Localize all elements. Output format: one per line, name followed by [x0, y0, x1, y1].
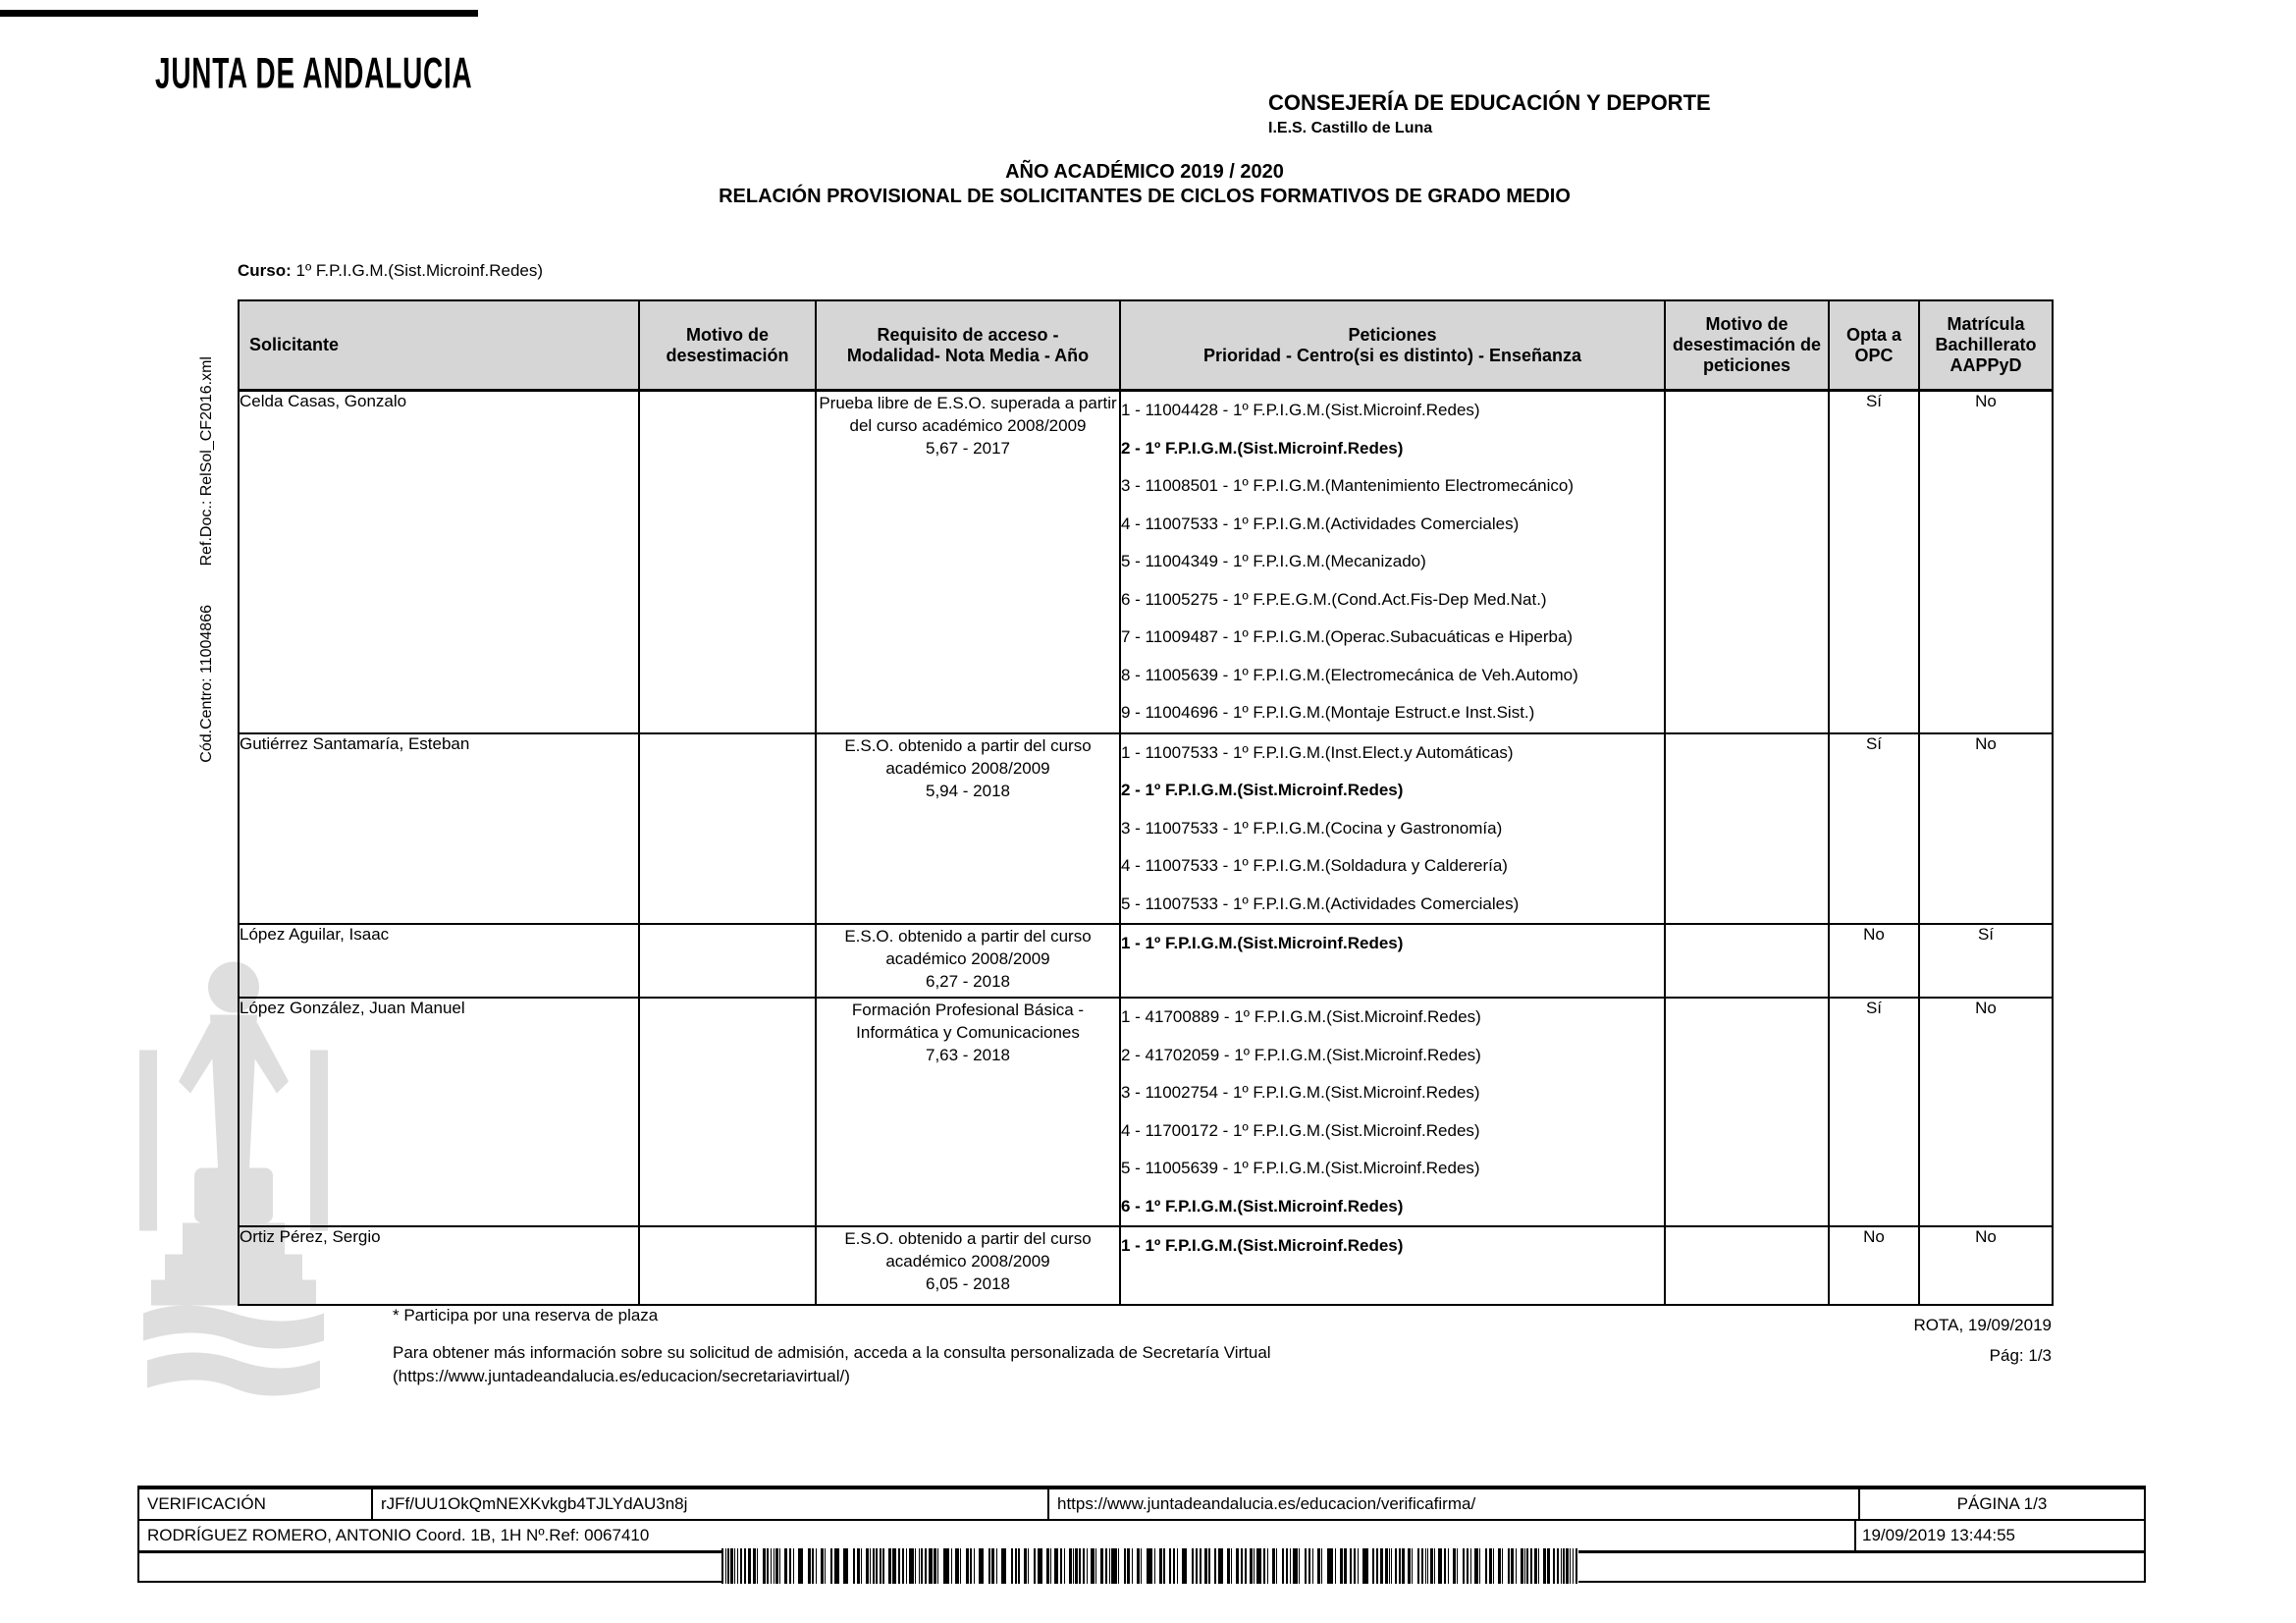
requisito-modalidad: Prueba libre de E.S.O. superada a partir del curso académico 2008/2009 — [819, 394, 1117, 435]
cell-peticiones — [1120, 391, 1665, 733]
peticion-line: 9 - 11004696 - 1º F.P.I.G.M.(Montaje Estruct.e Inst.Sist.) — [1121, 703, 1535, 722]
peticion-line: 7 - 11009487 - 1º F.P.I.G.M.(Operac.Subacuáticas e Hiperba) — [1121, 627, 1574, 646]
header-peticiones — [1120, 300, 1665, 391]
top-crop-mark — [0, 10, 478, 17]
cell-opta-opc: No — [1829, 1226, 1919, 1305]
cell-solicitante: Gutiérrez Santamaría, Esteban — [239, 733, 639, 925]
cell-matricula-bach: No — [1919, 391, 2053, 733]
peticion-line: 5 - 11007533 - 1º F.P.I.G.M.(Actividades Comerciales) — [1121, 893, 1520, 913]
curso-line — [238, 261, 543, 281]
header-matricula: Matrícula Bachillerato AAPPyD — [1919, 300, 2053, 391]
cell-motivo-peticiones — [1665, 924, 1829, 998]
info-footnote-line1: Para obtener más información sobre su solicitud de admisión, acceda a la consulta personalizada de Secretaría Virtual — [393, 1343, 1271, 1362]
cell-requisito — [816, 924, 1120, 998]
verification-url: https://www.juntadeandalucia.es/educacion/verificafirma/ — [1049, 1489, 1860, 1519]
requisito-nota-media: 7,63 - 2018 — [925, 1046, 1010, 1064]
signature-timestamp: 19/09/2019 13:44:55 — [1862, 1526, 2015, 1544]
peticion-line: 4 - 11007533 - 1º F.P.I.G.M.(Actividades Comerciales) — [1121, 514, 1520, 533]
header-peticiones-line1: Peticiones — [1348, 324, 1437, 345]
cell-motivo-desestimacion — [639, 998, 816, 1226]
cell-motivo-peticiones — [1665, 1226, 1829, 1305]
cell-motivo-desestimacion — [639, 391, 816, 733]
applicant-row — [239, 733, 2053, 925]
cell-matricula-bach: No — [1919, 1226, 2053, 1305]
requisito-nota-media: 5,94 - 2018 — [925, 781, 1010, 800]
cell-peticiones — [1120, 1226, 1665, 1305]
peticion-line: 1 - 11007533 - 1º F.P.I.G.M.(Inst.Elect.y Automáticas) — [1121, 742, 1514, 762]
cell-requisito — [816, 998, 1120, 1226]
peticion-line: 6 - 1º F.P.I.G.M.(Sist.Microinf.Redes) — [1121, 1196, 1404, 1216]
info-footnote-line2: (https://www.juntadeandalucia.es/educacion/secretariavirtual/) — [393, 1367, 850, 1385]
verification-row-1 — [139, 1489, 2144, 1521]
cell-matricula-bach: No — [1919, 733, 2053, 925]
cell-requisito — [816, 391, 1120, 733]
cell-motivo-peticiones — [1665, 998, 1829, 1226]
consejeria-title: CONSEJERÍA DE EDUCACIÓN Y DEPORTE — [1268, 90, 1711, 115]
ref-doc-vertical-text: Ref.Doc.: RelSol_CF2016.xml — [198, 356, 215, 567]
cell-peticiones — [1120, 924, 1665, 998]
peticion-line: 3 - 11008501 - 1º F.P.I.G.M.(Mantenimiento Electromecánico) — [1121, 476, 1575, 495]
peticion-line: 2 - 41702059 - 1º F.P.I.G.M.(Sist.Microinf.Redes) — [1121, 1045, 1481, 1064]
cell-solicitante: López Aguilar, Isaac — [239, 924, 639, 998]
cell-opta-opc: Sí — [1829, 391, 1919, 733]
applicant-row — [239, 391, 2053, 733]
applicant-row — [239, 924, 2053, 998]
header-motivo-peticiones: Motivo de desestimación de peticiones — [1665, 300, 1829, 391]
requisito-nota-media: 6,05 - 2018 — [925, 1274, 1010, 1293]
peticion-line: 1 - 1º F.P.I.G.M.(Sist.Microinf.Redes) — [1121, 934, 1404, 952]
title-relacion: RELACIÓN PROVISIONAL DE SOLICITANTES DE CICLOS FORMATIVOS DE GRADO MEDIO — [719, 186, 1571, 207]
applicant-row — [239, 1226, 2053, 1305]
centro-name: I.E.S. Castillo de Luna — [1268, 120, 1433, 136]
header-opta-opc: Opta a OPC — [1829, 300, 1919, 391]
requisito-modalidad: E.S.O. obtenido a partir del curso académico 2008/2009 — [844, 1229, 1092, 1271]
junta-de-andalucia-logo: JUNTA DE ANDALUCIA — [155, 49, 473, 99]
curso-label: Curso: — [238, 261, 292, 280]
peticion-line: 3 - 11002754 - 1º F.P.I.G.M.(Sist.Microinf.Redes) — [1121, 1083, 1480, 1102]
reserva-footnote: * Participa por una reserva de plaza — [393, 1306, 659, 1325]
peticion-line: 2 - 1º F.P.I.G.M.(Sist.Microinf.Redes) — [1121, 781, 1404, 799]
peticion-line: 5 - 11004349 - 1º F.P.I.G.M.(Mecanizado) — [1121, 552, 1426, 570]
header-solicitante: Solicitante — [239, 300, 639, 391]
applicant-row — [239, 998, 2053, 1226]
header-peticiones-line2: Prioridad - Centro(si es distinto) - Enseñanza — [1202, 345, 1582, 365]
peticion-line: 1 - 41700889 - 1º F.P.I.G.M.(Sist.Microinf.Redes) — [1121, 1007, 1481, 1026]
signer-name: RODRÍGUEZ ROMERO, ANTONIO Coord. 1B, 1H Nº.Ref: 0067410 — [139, 1521, 1856, 1550]
place-date: ROTA, 19/09/2019 — [1913, 1316, 2052, 1334]
peticion-line: 3 - 11007533 - 1º F.P.I.G.M.(Cocina y Gastronomía) — [1121, 818, 1503, 838]
peticion-line: 1 - 1º F.P.I.G.M.(Sist.Microinf.Redes) — [1121, 1236, 1404, 1255]
verification-label: VERIFICACIÓN — [139, 1489, 373, 1519]
cell-peticiones — [1120, 998, 1665, 1226]
cell-opta-opc: No — [1829, 924, 1919, 998]
page-number: Pág: 1/3 — [1989, 1346, 2052, 1365]
verification-code: rJFf/UU1OkQmNEXKvkgb4TJLYdAU3n8j — [373, 1489, 1049, 1519]
cell-motivo-peticiones — [1665, 391, 1829, 733]
cell-peticiones — [1120, 733, 1665, 925]
cell-matricula-bach: Sí — [1919, 924, 2053, 998]
cell-solicitante: Ortiz Pérez, Sergio — [239, 1226, 639, 1305]
peticion-line: 4 - 11007533 - 1º F.P.I.G.M.(Soldadura y Calderería) — [1121, 856, 1508, 875]
cell-motivo-desestimacion — [639, 733, 816, 925]
header-motivo-desestimacion: Motivo de desestimación — [639, 300, 816, 391]
header-requisito-line2: Modalidad- Nota Media - Año — [846, 345, 1090, 365]
header-requisito — [816, 300, 1120, 391]
table-header-row — [239, 300, 2053, 391]
curso-value: 1º F.P.I.G.M.(Sist.Microinf.Redes) — [295, 261, 544, 280]
cell-motivo-desestimacion — [639, 924, 816, 998]
peticion-line: 4 - 11700172 - 1º F.P.I.G.M.(Sist.Microinf.Redes) — [1121, 1120, 1480, 1140]
cell-requisito — [816, 1226, 1120, 1305]
cell-requisito — [816, 733, 1120, 925]
verification-page: PÁGINA 1/3 — [1956, 1494, 2048, 1513]
requisito-nota-media: 5,67 - 2017 — [925, 439, 1010, 458]
cell-solicitante: López González, Juan Manuel — [239, 998, 639, 1226]
cell-motivo-peticiones — [1665, 733, 1829, 925]
info-footnote — [393, 1341, 1271, 1388]
header-requisito-line1: Requisito de acceso - — [877, 324, 1059, 345]
applicants-table — [238, 299, 2054, 1306]
applicants-table-wrap — [238, 299, 2054, 1306]
cod-centro-vertical-text: Cód.Centro: 11004866 — [198, 605, 215, 763]
requisito-modalidad: Formación Profesional Básica - Informática y Comunicaciones — [851, 1001, 1085, 1042]
peticion-line: 1 - 11004428 - 1º F.P.I.G.M.(Sist.Microinf.Redes) — [1121, 401, 1480, 419]
cell-motivo-desestimacion — [639, 1226, 816, 1305]
barcode — [721, 1548, 1578, 1584]
document-title — [238, 160, 2052, 209]
cell-matricula-bach: No — [1919, 998, 2053, 1226]
requisito-nota-media: 6,27 - 2018 — [925, 972, 1010, 991]
title-academic-year: AÑO ACADÉMICO 2019 / 2020 — [1005, 161, 1284, 183]
header-right-block — [1268, 90, 1711, 137]
requisito-modalidad: E.S.O. obtenido a partir del curso académico 2008/2009 — [844, 927, 1092, 968]
peticion-line: 2 - 1º F.P.I.G.M.(Sist.Microinf.Redes) — [1121, 438, 1404, 458]
cell-solicitante: Celda Casas, Gonzalo — [239, 391, 639, 733]
peticion-line: 6 - 11005275 - 1º F.P.E.G.M.(Cond.Act.Fis-Dep Med.Nat.) — [1121, 589, 1547, 609]
requisito-modalidad: E.S.O. obtenido a partir del curso académico 2008/2009 — [844, 735, 1092, 778]
peticion-line: 5 - 11005639 - 1º F.P.I.G.M.(Sist.Microinf.Redes) — [1121, 1159, 1480, 1177]
cell-opta-opc: Sí — [1829, 733, 1919, 925]
peticion-line: 8 - 11005639 - 1º F.P.I.G.M.(Electromecánica de Veh.Automo) — [1121, 665, 1578, 684]
cell-opta-opc: Sí — [1829, 998, 1919, 1226]
